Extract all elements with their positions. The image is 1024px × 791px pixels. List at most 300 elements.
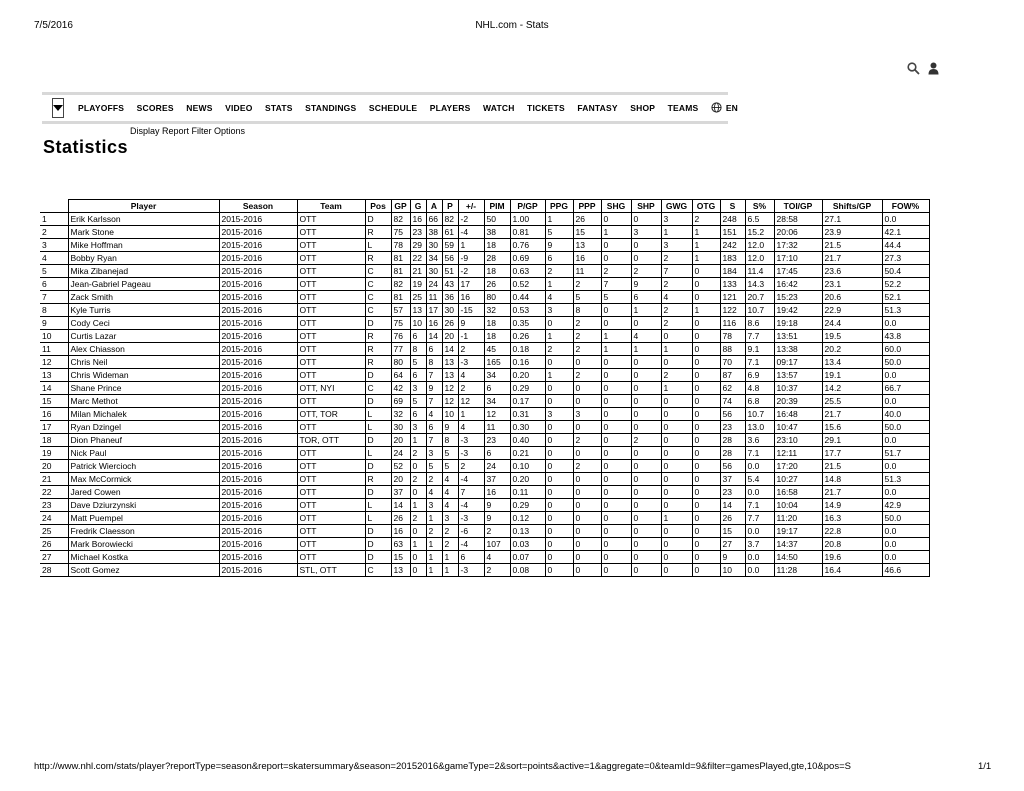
table-cell: 9 bbox=[458, 317, 484, 330]
table-cell: 19.1 bbox=[822, 369, 882, 382]
table-cell: 19:18 bbox=[774, 317, 822, 330]
table-cell: -3 bbox=[458, 356, 484, 369]
table-cell: 2 bbox=[661, 317, 692, 330]
table-cell: 1 bbox=[545, 278, 573, 291]
nav-item-teams[interactable]: TEAMS bbox=[667, 103, 699, 113]
table-cell: 4 bbox=[442, 473, 458, 486]
table-cell: 2 bbox=[484, 564, 510, 577]
table-cell: OTT bbox=[297, 226, 365, 239]
table-cell: 37 bbox=[484, 473, 510, 486]
table-cell: 7 bbox=[426, 369, 442, 382]
table-cell: 9 bbox=[720, 551, 745, 564]
table-cell: 7.1 bbox=[745, 447, 774, 460]
display-report-filter-options-link[interactable]: Display Report Filter Options bbox=[130, 126, 246, 136]
table-cell: 0.0 bbox=[882, 538, 929, 551]
table-cell: 4 bbox=[458, 421, 484, 434]
rank-cell: 12 bbox=[40, 356, 68, 369]
table-cell: 6 bbox=[410, 330, 426, 343]
table-cell: 14.3 bbox=[745, 278, 774, 291]
column-header[interactable]: Shifts/GP bbox=[822, 200, 882, 213]
nav-item-watch[interactable]: WATCH bbox=[483, 103, 515, 113]
player-name-cell[interactable]: Curtis Lazar bbox=[68, 330, 219, 343]
table-cell: 9 bbox=[442, 421, 458, 434]
table-cell: 5 bbox=[601, 291, 631, 304]
player-name-cell[interactable]: Mark Borowiecki bbox=[68, 538, 219, 551]
table-cell: 0 bbox=[631, 356, 661, 369]
table-cell: 51.3 bbox=[882, 304, 929, 317]
player-name-cell[interactable]: Max McCormick bbox=[68, 473, 219, 486]
table-cell: 0.0 bbox=[882, 395, 929, 408]
nav-item-schedule[interactable]: SCHEDULE bbox=[368, 103, 418, 113]
language-selector[interactable] bbox=[711, 102, 738, 115]
table-cell: 15 bbox=[391, 551, 410, 564]
table-cell: 0 bbox=[545, 525, 573, 538]
table-cell: 17:32 bbox=[774, 239, 822, 252]
table-cell: 2015-2016 bbox=[219, 304, 297, 317]
table-cell: 11:20 bbox=[774, 512, 822, 525]
nav-item-video[interactable]: VIDEO bbox=[225, 103, 253, 113]
table-row bbox=[40, 408, 929, 421]
table-cell: 17:20 bbox=[774, 460, 822, 473]
table-cell: D bbox=[365, 213, 391, 226]
table-cell: 1 bbox=[410, 434, 426, 447]
table-cell: 23 bbox=[484, 434, 510, 447]
column-header[interactable]: +/- bbox=[458, 200, 484, 213]
rank-cell: 24 bbox=[40, 512, 68, 525]
table-cell: 0.13 bbox=[510, 525, 545, 538]
table-cell: 2015-2016 bbox=[219, 213, 297, 226]
table-cell: OTT bbox=[297, 512, 365, 525]
table-cell: 14 bbox=[426, 330, 442, 343]
table-cell: 0.17 bbox=[510, 395, 545, 408]
player-name-cell[interactable]: Kyle Turris bbox=[68, 304, 219, 317]
column-header[interactable]: FOW% bbox=[882, 200, 929, 213]
table-cell: OTT bbox=[297, 356, 365, 369]
player-name-cell[interactable]: Mika Zibanejad bbox=[68, 265, 219, 278]
table-cell: 1 bbox=[692, 252, 720, 265]
table-cell: 0.18 bbox=[510, 343, 545, 356]
print-page-number: 1/1 bbox=[978, 761, 992, 772]
nav-item-fantasy[interactable]: FANTASY bbox=[577, 103, 618, 113]
table-cell: 69 bbox=[391, 395, 410, 408]
table-cell: 0 bbox=[692, 291, 720, 304]
player-name-cell[interactable]: Jared Cowen bbox=[68, 486, 219, 499]
column-header[interactable]: TOI/GP bbox=[774, 200, 822, 213]
table-cell: 15 bbox=[573, 226, 601, 239]
table-cell: 0 bbox=[573, 421, 601, 434]
rank-cell: 2 bbox=[40, 226, 68, 239]
column-header[interactable]: SHP bbox=[631, 200, 661, 213]
table-cell: 44.4 bbox=[882, 239, 929, 252]
table-cell: 45 bbox=[484, 343, 510, 356]
table-cell: D bbox=[365, 525, 391, 538]
table-cell: 2015-2016 bbox=[219, 564, 297, 577]
table-cell: 0 bbox=[601, 317, 631, 330]
table-cell: 6 bbox=[631, 291, 661, 304]
table-cell: 1 bbox=[661, 226, 692, 239]
table-cell: 1 bbox=[458, 408, 484, 421]
table-cell: L bbox=[365, 512, 391, 525]
player-name-cell[interactable]: Dion Phaneuf bbox=[68, 434, 219, 447]
table-row bbox=[40, 499, 929, 512]
table-cell: 0 bbox=[573, 499, 601, 512]
player-name-cell[interactable]: Milan Michalek bbox=[68, 408, 219, 421]
table-cell: 28 bbox=[720, 447, 745, 460]
table-cell: 2 bbox=[573, 278, 601, 291]
table-cell: 0 bbox=[692, 486, 720, 499]
table-cell: 10:27 bbox=[774, 473, 822, 486]
column-header[interactable]: OTG bbox=[692, 200, 720, 213]
table-cell: 50.0 bbox=[882, 512, 929, 525]
table-row bbox=[40, 317, 929, 330]
table-cell: 2015-2016 bbox=[219, 317, 297, 330]
table-cell: 1 bbox=[545, 213, 573, 226]
nav-item-news[interactable]: NEWS bbox=[186, 103, 213, 113]
player-name-cell[interactable]: Ryan Dzingel bbox=[68, 421, 219, 434]
table-cell: 15.6 bbox=[822, 421, 882, 434]
table-cell: R bbox=[365, 252, 391, 265]
table-cell: 18 bbox=[484, 239, 510, 252]
table-cell: 20.6 bbox=[822, 291, 882, 304]
column-header[interactable]: P/GP bbox=[510, 200, 545, 213]
table-cell: 1 bbox=[442, 564, 458, 577]
table-cell: 5 bbox=[545, 226, 573, 239]
rank-cell: 19 bbox=[40, 447, 68, 460]
table-cell: 0 bbox=[692, 395, 720, 408]
table-cell: 4 bbox=[661, 291, 692, 304]
player-name-cell[interactable]: Mark Stone bbox=[68, 226, 219, 239]
table-cell: 26 bbox=[573, 213, 601, 226]
table-cell: 29 bbox=[410, 239, 426, 252]
column-header[interactable]: P bbox=[442, 200, 458, 213]
table-cell: OTT bbox=[297, 317, 365, 330]
table-cell: 82 bbox=[442, 213, 458, 226]
player-name-cell[interactable]: Scott Gomez bbox=[68, 564, 219, 577]
table-cell: 28:58 bbox=[774, 213, 822, 226]
nav-item-tickets[interactable]: TICKETS bbox=[527, 103, 565, 113]
player-name-cell[interactable]: Alex Chiasson bbox=[68, 343, 219, 356]
column-header[interactable]: Season bbox=[219, 200, 297, 213]
table-cell: R bbox=[365, 226, 391, 239]
table-cell: 2 bbox=[661, 252, 692, 265]
table-cell: 2 bbox=[631, 265, 661, 278]
rank-cell: 18 bbox=[40, 434, 68, 447]
table-cell: 14.2 bbox=[822, 382, 882, 395]
table-cell: OTT bbox=[297, 499, 365, 512]
player-name-cell[interactable]: Michael Kostka bbox=[68, 551, 219, 564]
column-header[interactable]: S% bbox=[745, 200, 774, 213]
player-name-cell[interactable]: Patrick Wiercioch bbox=[68, 460, 219, 473]
player-name-cell[interactable]: Erik Karlsson bbox=[68, 213, 219, 226]
table-cell: 34 bbox=[426, 252, 442, 265]
table-cell: 3 bbox=[573, 408, 601, 421]
table-cell: 0 bbox=[545, 382, 573, 395]
table-cell: 0.44 bbox=[510, 291, 545, 304]
table-cell: 20 bbox=[391, 473, 410, 486]
table-cell: 50.4 bbox=[882, 265, 929, 278]
table-cell: 0 bbox=[631, 382, 661, 395]
chevron-down-icon[interactable] bbox=[52, 98, 64, 118]
table-cell: 63 bbox=[391, 538, 410, 551]
table-cell: 0 bbox=[601, 356, 631, 369]
table-row bbox=[40, 213, 929, 226]
table-cell: 0 bbox=[410, 486, 426, 499]
search-icon[interactable] bbox=[907, 62, 920, 75]
rank-cell: 7 bbox=[40, 291, 68, 304]
player-name-cell[interactable]: Matt Puempel bbox=[68, 512, 219, 525]
table-row bbox=[40, 512, 929, 525]
nav-item-shop[interactable]: SHOP bbox=[630, 103, 656, 113]
table-cell: 16 bbox=[391, 525, 410, 538]
column-header[interactable]: SHG bbox=[601, 200, 631, 213]
table-cell: 17:45 bbox=[774, 265, 822, 278]
table-cell: 0.52 bbox=[510, 278, 545, 291]
column-header[interactable]: G bbox=[410, 200, 426, 213]
table-cell: 183 bbox=[720, 252, 745, 265]
table-cell: 0 bbox=[573, 382, 601, 395]
column-header[interactable]: Pos bbox=[365, 200, 391, 213]
rank-cell: 13 bbox=[40, 369, 68, 382]
table-cell: 76 bbox=[391, 330, 410, 343]
table-cell: 1 bbox=[442, 551, 458, 564]
rank-cell: 15 bbox=[40, 395, 68, 408]
table-cell: 0.29 bbox=[510, 382, 545, 395]
table-cell: 0 bbox=[601, 460, 631, 473]
table-cell: 22 bbox=[410, 252, 426, 265]
table-cell: 21 bbox=[410, 265, 426, 278]
rank-cell: 5 bbox=[40, 265, 68, 278]
column-header[interactable]: S bbox=[720, 200, 745, 213]
table-cell: 23.6 bbox=[822, 265, 882, 278]
player-name-cell[interactable]: Nick Paul bbox=[68, 447, 219, 460]
table-cell: 0 bbox=[692, 382, 720, 395]
table-cell: 0 bbox=[601, 499, 631, 512]
player-name-cell[interactable]: Bobby Ryan bbox=[68, 252, 219, 265]
table-cell: 9 bbox=[631, 278, 661, 291]
table-cell: 20.2 bbox=[822, 343, 882, 356]
table-cell: 27 bbox=[720, 538, 745, 551]
player-name-cell[interactable]: Chris Neil bbox=[68, 356, 219, 369]
table-cell: 6 bbox=[426, 343, 442, 356]
table-cell: OTT bbox=[297, 447, 365, 460]
table-cell: 8 bbox=[426, 356, 442, 369]
table-cell: 13:38 bbox=[774, 343, 822, 356]
table-cell: -15 bbox=[458, 304, 484, 317]
table-cell: 5 bbox=[410, 395, 426, 408]
table-row bbox=[40, 538, 929, 551]
table-cell: 16.3 bbox=[822, 512, 882, 525]
table-cell: 75 bbox=[391, 226, 410, 239]
table-cell: OTT bbox=[297, 421, 365, 434]
table-cell: 30 bbox=[426, 265, 442, 278]
table-cell: 30 bbox=[391, 421, 410, 434]
table-row bbox=[40, 421, 929, 434]
table-cell: 77 bbox=[391, 343, 410, 356]
table-cell: 7 bbox=[426, 434, 442, 447]
table-cell: 15:23 bbox=[774, 291, 822, 304]
table-cell: 0 bbox=[692, 330, 720, 343]
table-cell: 1 bbox=[426, 538, 442, 551]
table-row bbox=[40, 265, 929, 278]
table-cell: OTT bbox=[297, 460, 365, 473]
table-cell: 4 bbox=[545, 291, 573, 304]
table-cell: 0.53 bbox=[510, 304, 545, 317]
table-cell: 6 bbox=[458, 551, 484, 564]
table-cell: 81 bbox=[391, 265, 410, 278]
table-cell: 13 bbox=[442, 356, 458, 369]
table-cell: 9 bbox=[426, 382, 442, 395]
table-cell: 17 bbox=[426, 304, 442, 317]
table-cell: 24 bbox=[426, 278, 442, 291]
player-name-cell[interactable]: Zack Smith bbox=[68, 291, 219, 304]
rank-cell: 23 bbox=[40, 499, 68, 512]
table-cell: 0.0 bbox=[882, 434, 929, 447]
print-date: 7/5/2016 bbox=[34, 20, 73, 31]
player-name-cell[interactable]: Cody Ceci bbox=[68, 317, 219, 330]
table-cell: 10.7 bbox=[745, 408, 774, 421]
table-cell: 8 bbox=[410, 343, 426, 356]
rank-cell: 8 bbox=[40, 304, 68, 317]
table-cell: 16.4 bbox=[822, 564, 882, 577]
table-cell: 27.3 bbox=[882, 252, 929, 265]
column-header[interactable]: PPP bbox=[573, 200, 601, 213]
table-cell: 2 bbox=[573, 434, 601, 447]
table-cell: 2015-2016 bbox=[219, 291, 297, 304]
table-cell: 19:42 bbox=[774, 304, 822, 317]
table-cell: -4 bbox=[458, 473, 484, 486]
table-cell: -2 bbox=[458, 213, 484, 226]
player-name-cell[interactable]: Jean-Gabriel Pageau bbox=[68, 278, 219, 291]
table-cell: 2015-2016 bbox=[219, 395, 297, 408]
column-header[interactable]: Team bbox=[297, 200, 365, 213]
table-cell: 4 bbox=[442, 499, 458, 512]
player-name-cell[interactable]: Mike Hoffman bbox=[68, 239, 219, 252]
column-header[interactable]: PPG bbox=[545, 200, 573, 213]
table-cell: 2015-2016 bbox=[219, 538, 297, 551]
table-cell: 23.9 bbox=[822, 226, 882, 239]
table-cell: 40.0 bbox=[882, 408, 929, 421]
table-cell: 0 bbox=[631, 317, 661, 330]
table-cell: 42 bbox=[391, 382, 410, 395]
table-cell: 0 bbox=[601, 408, 631, 421]
player-name-cell[interactable]: Shane Prince bbox=[68, 382, 219, 395]
table-cell: -9 bbox=[458, 252, 484, 265]
table-row bbox=[40, 343, 929, 356]
rank-cell: 9 bbox=[40, 317, 68, 330]
table-cell: 6 bbox=[484, 447, 510, 460]
table-cell: 0.0 bbox=[882, 369, 929, 382]
table-cell: OTT bbox=[297, 304, 365, 317]
column-header[interactable]: GWG bbox=[661, 200, 692, 213]
column-header[interactable]: GP bbox=[391, 200, 410, 213]
page-title: Statistics bbox=[43, 137, 129, 157]
table-cell: 1 bbox=[601, 226, 631, 239]
table-cell: 0.81 bbox=[510, 226, 545, 239]
table-cell: 3 bbox=[545, 408, 573, 421]
table-cell: 56 bbox=[720, 408, 745, 421]
table-cell: 0 bbox=[692, 421, 720, 434]
player-name-cell[interactable]: Dave Dziurzynski bbox=[68, 499, 219, 512]
table-cell: 19.5 bbox=[822, 330, 882, 343]
table-cell: 13.4 bbox=[822, 356, 882, 369]
table-cell: 0 bbox=[661, 486, 692, 499]
table-cell: 0 bbox=[601, 213, 631, 226]
table-cell: 5.4 bbox=[745, 473, 774, 486]
table-cell: STL, OTT bbox=[297, 564, 365, 577]
table-cell: 0 bbox=[692, 369, 720, 382]
table-cell: 0 bbox=[601, 382, 631, 395]
table-cell: 8 bbox=[442, 434, 458, 447]
table-cell: 7 bbox=[458, 486, 484, 499]
player-name-cell[interactable]: Chris Wideman bbox=[68, 369, 219, 382]
table-cell: 13 bbox=[573, 239, 601, 252]
nav-item-playoffs[interactable]: PLAYOFFS bbox=[78, 103, 125, 113]
table-cell: 14.8 bbox=[822, 473, 882, 486]
nav-item-players[interactable]: PLAYERS bbox=[429, 103, 471, 113]
column-header[interactable]: Player bbox=[68, 200, 219, 213]
table-cell: 25.5 bbox=[822, 395, 882, 408]
table-cell: R bbox=[365, 330, 391, 343]
table-cell: 0 bbox=[573, 486, 601, 499]
nav-item-standings[interactable]: STANDINGS bbox=[305, 103, 357, 113]
column-header[interactable]: A bbox=[426, 200, 442, 213]
table-cell: R bbox=[365, 473, 391, 486]
table-cell: 34 bbox=[484, 369, 510, 382]
table-cell: 2 bbox=[661, 278, 692, 291]
player-name-cell[interactable]: Fredrik Claesson bbox=[68, 525, 219, 538]
table-cell: 18 bbox=[484, 317, 510, 330]
table-cell: 0 bbox=[601, 473, 631, 486]
table-cell: 1 bbox=[661, 343, 692, 356]
table-cell: 2 bbox=[692, 213, 720, 226]
table-cell: 0 bbox=[601, 252, 631, 265]
nav-item-scores[interactable]: SCORES bbox=[136, 103, 174, 113]
table-cell: 0 bbox=[573, 551, 601, 564]
table-cell: 2 bbox=[410, 512, 426, 525]
column-header[interactable]: PIM bbox=[484, 200, 510, 213]
nav-item-stats[interactable]: STATS bbox=[265, 103, 293, 113]
table-cell: 0.0 bbox=[882, 213, 929, 226]
table-cell: C bbox=[365, 382, 391, 395]
table-cell: 0.0 bbox=[745, 525, 774, 538]
table-row bbox=[40, 434, 929, 447]
table-cell: 21.7 bbox=[822, 408, 882, 421]
table-cell: 0 bbox=[545, 447, 573, 460]
table-cell: 11:28 bbox=[774, 564, 822, 577]
table-cell: 4 bbox=[426, 408, 442, 421]
table-cell: 3 bbox=[545, 304, 573, 317]
player-name-cell[interactable]: Marc Methot bbox=[68, 395, 219, 408]
table-cell: 62 bbox=[720, 382, 745, 395]
table-cell: 0 bbox=[545, 564, 573, 577]
table-cell: 1 bbox=[631, 343, 661, 356]
table-cell: 0.11 bbox=[510, 486, 545, 499]
table-cell: 0 bbox=[631, 447, 661, 460]
user-icon[interactable] bbox=[928, 62, 939, 75]
print-title: NHL.com - Stats bbox=[475, 20, 549, 31]
table-cell: 2015-2016 bbox=[219, 486, 297, 499]
table-cell: 16 bbox=[484, 486, 510, 499]
table-cell: OTT bbox=[297, 343, 365, 356]
table-cell: 70 bbox=[720, 356, 745, 369]
table-cell: 0 bbox=[545, 356, 573, 369]
table-cell: 2 bbox=[573, 317, 601, 330]
table-cell: 0 bbox=[692, 343, 720, 356]
table-cell: 0 bbox=[410, 551, 426, 564]
table-row bbox=[40, 291, 929, 304]
table-cell: 0 bbox=[661, 330, 692, 343]
table-cell: 2 bbox=[458, 460, 484, 473]
